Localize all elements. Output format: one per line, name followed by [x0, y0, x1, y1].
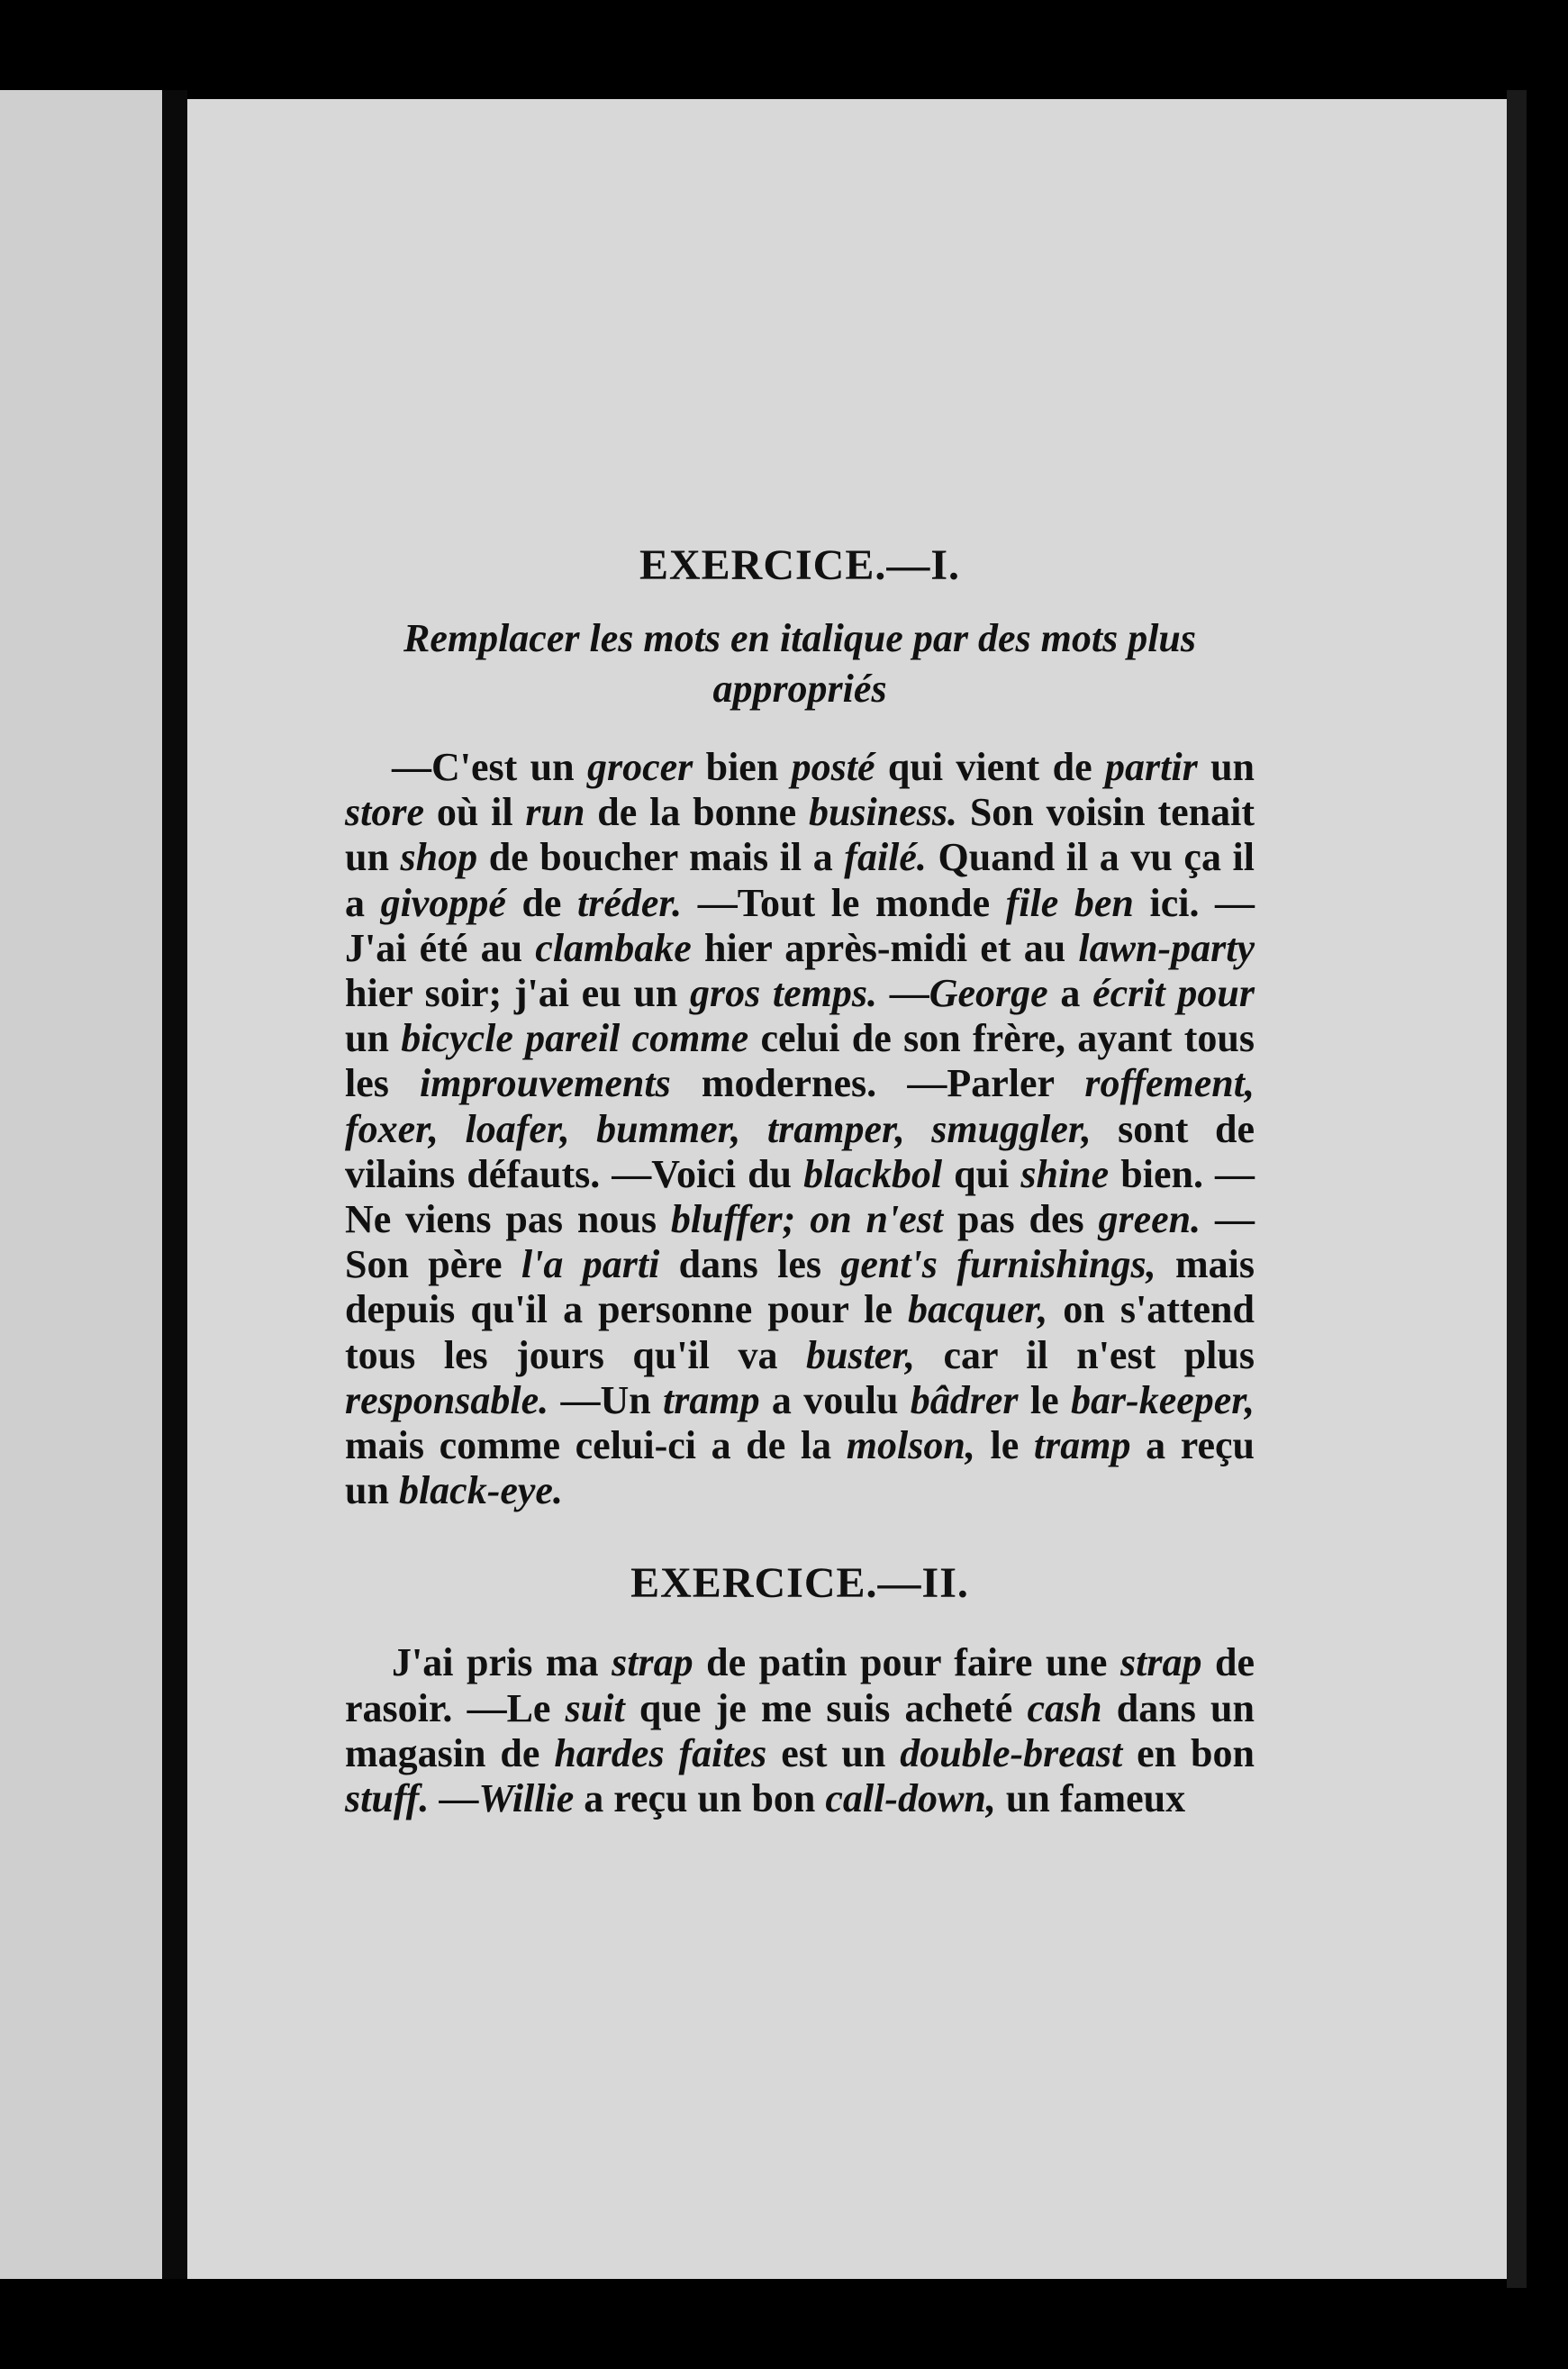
italic-term: cash	[1027, 1685, 1102, 1730]
text-run: dans les	[659, 1242, 841, 1287]
text-run: bien	[693, 745, 792, 789]
italic-term: bacquer,	[907, 1287, 1048, 1332]
italic-term: store	[345, 790, 424, 835]
italic-term: strap	[612, 1640, 693, 1685]
italic-term: Willie	[478, 1776, 575, 1821]
text-run: —	[877, 971, 929, 1016]
italic-term: business.	[808, 790, 958, 835]
text-run: de boucher mais il a	[477, 835, 845, 880]
italic-term: hardes faites	[554, 1730, 767, 1775]
italic-term: roffement, foxer, loafer, bummer, tramper, smuggler,	[345, 1061, 1255, 1151]
text-run: —	[429, 1776, 479, 1821]
text-run: de	[505, 880, 578, 925]
text-run: car il n'est plus	[915, 1332, 1255, 1377]
text-run: —Un	[548, 1377, 664, 1422]
text-run: dans un magasin de	[345, 1685, 1255, 1775]
italic-term: failé.	[844, 835, 927, 880]
italic-term: tréder.	[577, 880, 683, 925]
adjacent-page-edge	[0, 90, 162, 2279]
page-content	[345, 540, 1255, 1821]
italic-term: stuff.	[345, 1776, 430, 1821]
italic-term: gros temps.	[689, 971, 878, 1016]
text-run: ici. —J'ai été au	[345, 880, 1255, 970]
italic-term: responsable.	[345, 1377, 549, 1422]
italic-term: molson,	[846, 1423, 975, 1468]
italic-term: bar-keeper,	[1070, 1377, 1255, 1422]
text-run: pas des	[943, 1197, 1099, 1242]
exercise-2-paragraph	[345, 1640, 1255, 1821]
text-run: —Son père	[345, 1197, 1255, 1287]
text-run: —Tout le monde	[682, 880, 1006, 925]
italic-term: George	[929, 971, 1048, 1016]
text-run: on s'attend tous les jours qu'il va	[345, 1287, 1255, 1377]
text-run: hier soir; j'ai eu un	[345, 971, 690, 1016]
italic-term: strap	[1119, 1640, 1202, 1685]
text-run: le	[974, 1423, 1034, 1468]
italic-term: lawn-party	[1078, 925, 1255, 970]
italic-term: bicycle pareil comme	[401, 1016, 749, 1061]
text-run: mais depuis qu'il a personne pour le	[345, 1242, 1255, 1332]
text-run: mais comme celui-ci a de la	[345, 1423, 847, 1468]
italic-term: buster,	[805, 1332, 916, 1377]
text-run: Quand il a vu ça il a	[345, 835, 1255, 925]
text-run: bien. —Ne viens pas nous	[345, 1151, 1255, 1242]
italic-term: run	[525, 790, 585, 835]
text-run: un	[1197, 745, 1255, 789]
text-run: en bon	[1122, 1730, 1255, 1775]
italic-term: shop	[400, 835, 478, 880]
italic-term: clambake	[535, 925, 692, 970]
gutter-shadow	[162, 90, 187, 2279]
exercise-1-instruction: Remplacer les mots en italique par des mots plus appropriés	[403, 616, 1197, 711]
italic-term: partir	[1105, 745, 1198, 789]
text-run: J'ai pris ma	[392, 1640, 612, 1685]
italic-term: shine	[1020, 1151, 1110, 1196]
text-run: qui	[942, 1151, 1021, 1196]
italic-term: posté	[791, 745, 875, 789]
italic-term: black-eye.	[398, 1468, 563, 1513]
text-run: de rasoir. —Le	[345, 1640, 1255, 1730]
text-run: le	[1018, 1377, 1071, 1422]
text-run: que je me suis acheté	[624, 1685, 1028, 1730]
italic-term: improuvements	[420, 1061, 671, 1106]
text-run: est un	[766, 1730, 901, 1775]
italic-term: écrit pour	[1092, 971, 1255, 1016]
italic-term: tramp	[1033, 1423, 1131, 1468]
italic-term: l'a parti	[521, 1242, 660, 1287]
text-run: modernes. —Parler	[670, 1061, 1085, 1106]
italic-term: grocer	[586, 745, 693, 789]
text-run: un fameux	[995, 1776, 1186, 1821]
exercise-1-heading: EXERCICE.—I.	[639, 541, 961, 589]
book-page	[187, 99, 1507, 2279]
text-run: où il	[424, 790, 526, 835]
italic-term: file ben	[1005, 880, 1134, 925]
exercise-1-paragraph	[345, 745, 1255, 1513]
italic-term: call-down,	[825, 1776, 996, 1821]
italic-term: double-breast	[900, 1730, 1123, 1775]
italic-term: givoppé	[380, 880, 506, 925]
text-run: a reçu un	[345, 1423, 1255, 1513]
exercise-2-heading: EXERCICE.—II.	[630, 1559, 969, 1608]
italic-term: tramp	[663, 1377, 760, 1422]
text-run: —C'est un	[392, 745, 587, 789]
text-run: sont de vilains défauts. —Voici du	[345, 1106, 1255, 1196]
text-run: Son voisin tenait un	[345, 790, 1255, 880]
italic-term: bâdrer	[910, 1377, 1019, 1422]
text-run: un	[345, 1016, 402, 1061]
text-run: a	[1047, 971, 1093, 1016]
italic-term: green.	[1098, 1197, 1201, 1242]
italic-term: gent's furnishings,	[840, 1242, 1156, 1287]
text-run: de patin pour faire une	[693, 1640, 1120, 1685]
italic-term: suit	[565, 1685, 625, 1730]
text-run: a reçu un bon	[574, 1776, 826, 1821]
page-right-edge	[1507, 90, 1527, 2288]
text-run: qui vient de	[875, 745, 1106, 789]
text-run: celui de son frère, ayant tous les	[345, 1016, 1255, 1106]
italic-term: blackbol	[803, 1151, 943, 1196]
text-run: hier après-midi et au	[691, 925, 1079, 970]
text-run: a voulu	[759, 1377, 911, 1422]
italic-term: bluffer; on n'est	[670, 1197, 944, 1242]
text-run: de la bonne	[585, 790, 809, 835]
